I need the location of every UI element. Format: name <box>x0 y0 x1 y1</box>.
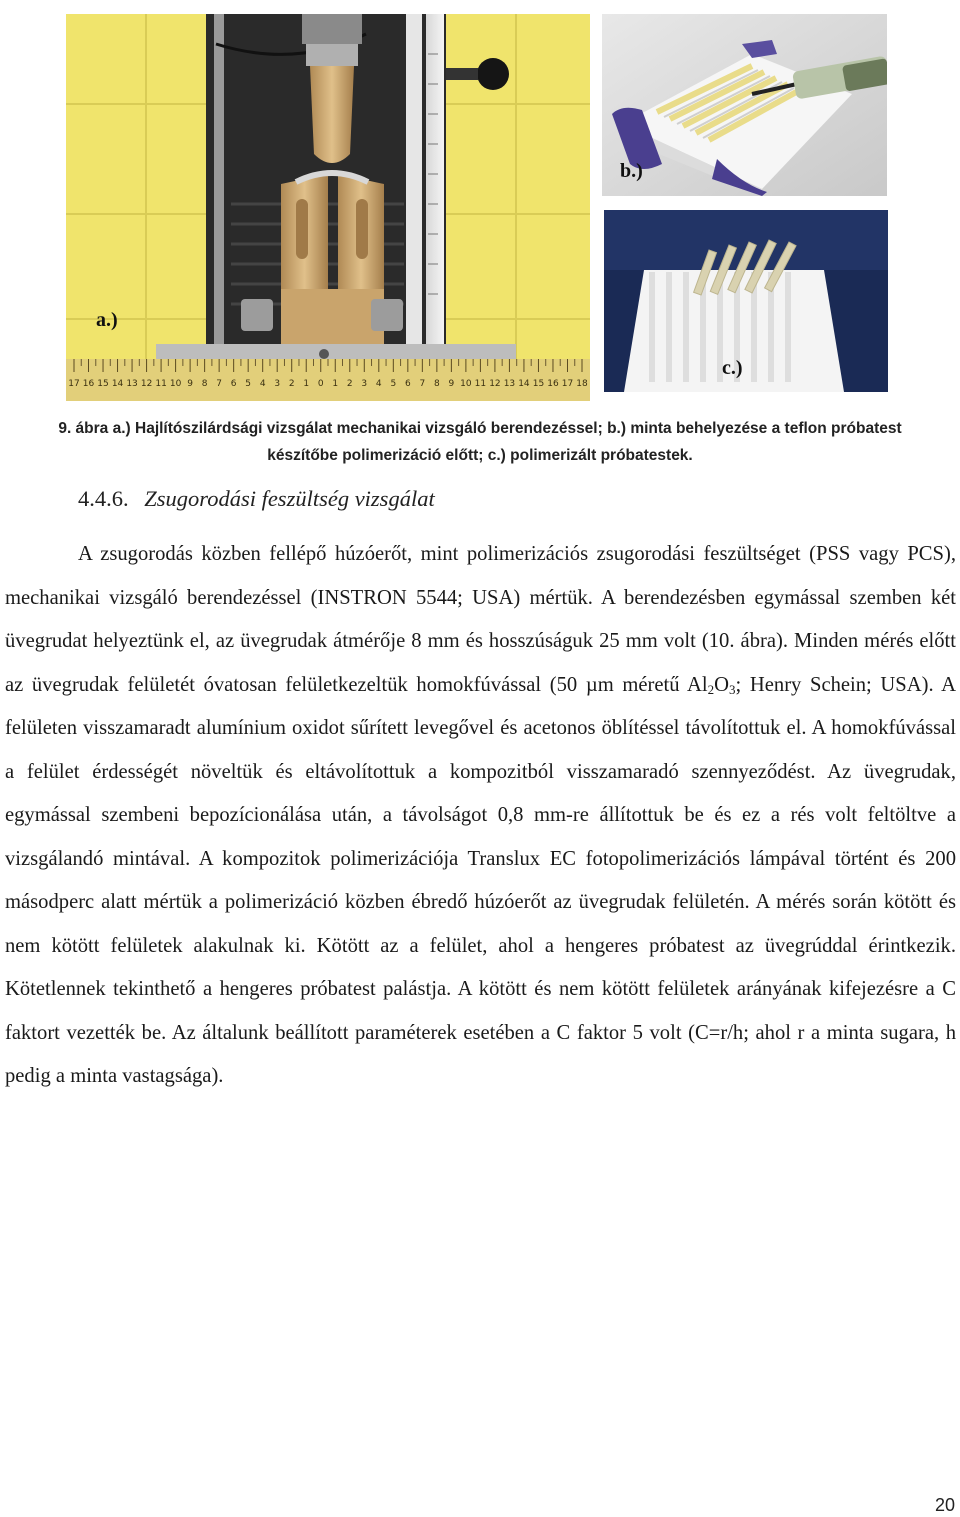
ruler-number: 13 <box>126 379 138 389</box>
page-number: 20 <box>934 1495 955 1515</box>
ruler-number: 14 <box>518 379 530 389</box>
ruler-number: 12 <box>489 379 501 389</box>
section-heading <box>78 486 435 512</box>
ruler-number: 2 <box>288 379 295 389</box>
figure-caption <box>0 415 960 469</box>
subscript-2: 2 <box>707 681 715 697</box>
ruler-number: 8 <box>201 379 208 389</box>
ruler-number: 9 <box>187 379 193 389</box>
polymerized-specimens-illustration <box>604 210 888 392</box>
figure-caption-line-2: készítőbe polimerizáció előtt; c.) polimerizált próbatestek. <box>267 447 693 464</box>
ruler-number: 2 <box>346 379 353 389</box>
body-paragraph <box>5 533 956 1099</box>
paragraph-text-part-2: O <box>714 673 730 696</box>
ruler-number: 6 <box>404 379 411 389</box>
ruler-number: 15 <box>97 379 109 389</box>
ruler-number: 7 <box>419 379 426 389</box>
section-title: Zsugorodási feszültség vizsgálat <box>144 486 435 511</box>
ruler-number: 4 <box>259 379 266 389</box>
ruler-number: 8 <box>433 379 440 389</box>
ruler-number: 4 <box>375 379 382 389</box>
teflon-mould-illustration <box>602 14 887 196</box>
ruler-number: 6 <box>230 379 237 389</box>
ruler-number: 3 <box>274 379 281 389</box>
ruler-number: 17 <box>561 379 574 389</box>
ruler-number: 9 <box>448 379 455 389</box>
ruler-number: 17 <box>68 379 80 389</box>
ruler-number: 10 <box>169 379 182 389</box>
ruler-number: 11 <box>474 379 487 389</box>
ruler-number: 3 <box>361 379 368 389</box>
section-number: 4.4.6. <box>78 486 129 511</box>
ruler-number: 11 <box>155 379 167 389</box>
ruler-number: 16 <box>547 379 559 389</box>
ruler-number: 1 <box>332 379 339 389</box>
figure-panel-b-photo <box>602 14 887 196</box>
ruler-number: 12 <box>140 379 153 389</box>
paragraph-text-part-1: A zsugorodás közben fellépő húzóerőt, mint polimerizációs zsugorodási feszültséget (PSS vagy PCS), mechanikai vizsgáló berendezéssel (INSTRON 5544; USA) mértük. A berendezésben egymással szemben két üvegrudat helyeztünk el, az üvegrudak átmérője 8 mm és hosszúságuk 25 mm volt (10. ábra). Minden mérés előtt az üvegrudak felületét óvatosan felületkezeltük homokfúvással (50 µm méretű Al <box>5 543 956 696</box>
figure-panel-a-photo <box>66 14 590 401</box>
ruler-number: 5 <box>390 379 397 389</box>
ruler-number: 15 <box>532 379 545 389</box>
ruler-number: 18 <box>576 379 588 389</box>
ruler-number: 0 <box>317 379 324 389</box>
panel-label-c: c.) <box>722 357 743 379</box>
figure-caption-line-1: 9. ábra a.) Hajlítószilárdsági vizsgálat mechanikai vizsgáló berendezéssel; b.) minta behelyezése a teflon próbatest <box>58 420 902 437</box>
paragraph-text-part-3: ; Henry Schein; USA). A felületen visszamaradt alumínium oxidot sűrített levegővel és acetonos öblítéssel távolítottuk el. A homokfúvással a felület érdességét növeltük és eltávolítottuk a kompozitból visszamaradó szennyeződést. Az üvegrudak, egymással szembeni bepozícionálása után, a távolságot 0,8 mm-re állítottuk be és ez a rés volt feltöltve a vizsgálandó mintával. A kompozitok polimerizációja Translux EC fotopolimerizációs lámpával történt és 200 másodperc alatt mértük a polimerizáció közben ébredő húzóerőt az üvegrudak felületén. A mérés során kötött és nem kötött felületek alakulnak ki. Kötött az a felület, ahol a hengeres próbatest az üvegrúddal érintkezik. Kötetlennek tekinthető a hengeres próbatest palástja. A kötött és nem kötött felületek arányának kifejezésre a C faktort vezették be. Az általunk beállított paraméterek esetében a C faktor 5 volt (C=r/h; ahol r a minta sugara, h pedig a minta vastagsága). <box>5 673 956 1087</box>
ruler-number: 1 <box>303 379 310 389</box>
ruler-number: 16 <box>82 379 95 389</box>
subscript-3: 3 <box>729 681 736 697</box>
ruler-number: 13 <box>503 379 516 389</box>
ruler-number: 7 <box>216 379 223 389</box>
testing-machine-illustration <box>66 14 590 401</box>
panel-label-a: a.) <box>96 309 118 331</box>
figure-panel-c-photo <box>604 210 888 392</box>
panel-label-b: b.) <box>620 160 643 182</box>
ruler-number: 5 <box>245 379 252 389</box>
ruler-number: 14 <box>111 379 124 389</box>
ruler-number: 10 <box>460 379 472 389</box>
